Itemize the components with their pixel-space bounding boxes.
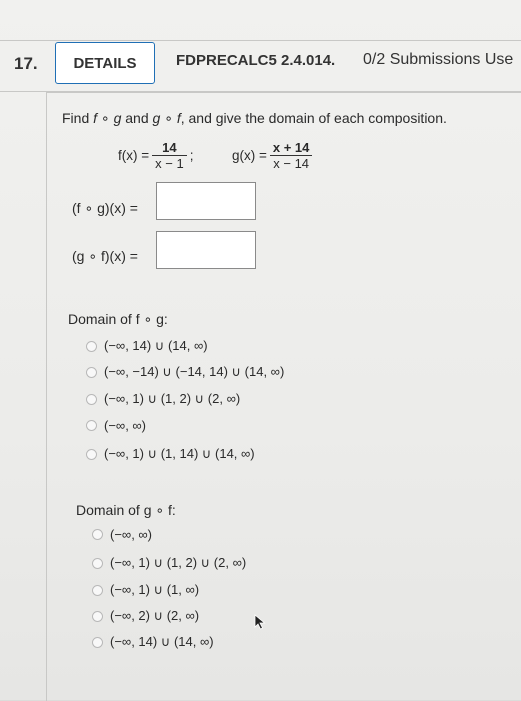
domain-gof-option[interactable]: [92, 582, 199, 598]
gof-answer-input[interactable]: [156, 231, 256, 269]
domain-fog-option[interactable]: [86, 446, 255, 462]
domain-fog-option[interactable]: [86, 418, 146, 433]
f-numerator: 14: [162, 140, 177, 155]
mouse-cursor-icon: [254, 614, 268, 630]
domain-gof-option[interactable]: [92, 555, 246, 571]
prompt-compose-2: ∘: [164, 110, 173, 126]
fog-label: (f ∘ g)(x) =: [72, 200, 138, 216]
details-button[interactable]: DETAILS: [55, 42, 155, 84]
gof-label: (g ∘ f)(x) =: [72, 248, 138, 264]
prompt-f: f: [93, 110, 98, 126]
option-label: (−∞, 14) ∪ (14, ∞): [110, 634, 214, 649]
domain-gof-option[interactable]: [92, 634, 214, 650]
prompt-find: Find: [62, 110, 90, 126]
radio-button[interactable]: [92, 611, 103, 622]
domain-gof-title: Domain of g ∘ f:: [76, 502, 176, 518]
g-denominator: x − 14: [270, 155, 312, 171]
domain-gof-option[interactable]: [92, 608, 199, 624]
question-number: 17.: [14, 54, 38, 73]
prompt-rest: , and give the domain of each composition.: [180, 110, 447, 126]
domain-fog-option[interactable]: [86, 338, 208, 354]
option-label: (−∞, −14) ∪ (−14, 14) ∪ (14, ∞): [104, 364, 285, 379]
prompt-compose-1: ∘: [100, 110, 110, 126]
domain-fog-title: Domain of f ∘ g:: [68, 311, 168, 327]
problem-code: FDPRECALC5 2.4.014.: [176, 52, 336, 69]
f-label: f(x) =: [118, 148, 150, 163]
option-label: (−∞, 2) ∪ (2, ∞): [110, 608, 200, 623]
domain-gof-option[interactable]: [92, 527, 152, 542]
fog-answer-input[interactable]: [156, 182, 256, 220]
submissions-count: 0/2 Submissions Use: [363, 51, 514, 68]
radio-button[interactable]: [92, 637, 103, 648]
prompt-f2: f: [176, 110, 181, 126]
radio-button[interactable]: [86, 394, 97, 405]
g-definition: [232, 140, 315, 171]
radio-button[interactable]: [86, 449, 97, 460]
option-label: (−∞, 1) ∪ (1, 2) ∪ (2, ∞): [110, 555, 247, 570]
domain-fog-option[interactable]: [86, 391, 240, 407]
radio-button[interactable]: [86, 367, 97, 378]
option-label: (−∞, ∞): [110, 527, 153, 542]
option-label: (−∞, 1) ∪ (1, 2) ∪ (2, ∞): [104, 391, 241, 406]
option-label: (−∞, ∞): [104, 418, 147, 433]
f-denominator: x − 1: [152, 155, 187, 171]
option-label: (−∞, 1) ∪ (1, 14) ∪ (14, ∞): [104, 446, 255, 461]
radio-button[interactable]: [92, 529, 103, 540]
option-label: (−∞, 1) ∪ (1, ∞): [110, 582, 200, 597]
radio-button[interactable]: [92, 585, 103, 596]
prompt-g: g: [113, 110, 122, 126]
f-fraction: [152, 140, 187, 171]
g-fraction: [270, 140, 313, 171]
problem-prompt: [62, 110, 447, 127]
f-separator: ;: [189, 148, 194, 163]
prompt-g2: g: [152, 110, 161, 126]
option-label: (−∞, 14) ∪ (14, ∞): [104, 338, 208, 353]
g-numerator: x + 14: [272, 140, 310, 155]
g-label: g(x) =: [232, 148, 267, 163]
prompt-and: and: [125, 110, 149, 126]
radio-button[interactable]: [86, 420, 97, 431]
f-definition: [118, 140, 193, 171]
radio-button[interactable]: [92, 558, 103, 569]
domain-fog-option[interactable]: [86, 364, 284, 380]
radio-button[interactable]: [86, 341, 97, 352]
